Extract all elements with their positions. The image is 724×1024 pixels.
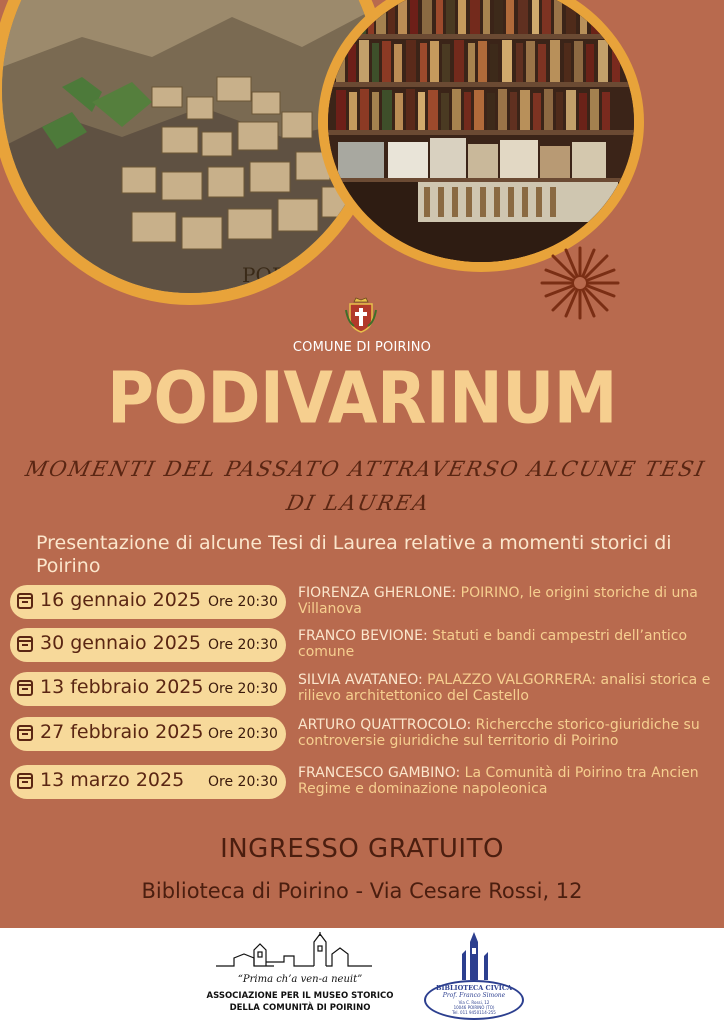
- event-date: 30 gennaio 2025: [40, 632, 201, 654]
- event-description: [298, 717, 718, 749]
- biblioteca-dedication: Prof. Franco Simone: [442, 992, 506, 999]
- calendar-icon: [17, 593, 33, 609]
- biblioteca-civica-logo: [422, 928, 528, 1024]
- event-time: Ore 20:30: [208, 774, 278, 790]
- map-inscription: PODIVAR: [242, 263, 339, 287]
- event-date: 13 marzo 2025: [40, 769, 185, 791]
- event-speaker: FRANCESCO GAMBINO:: [298, 765, 461, 781]
- event-date: 16 gennaio 2025: [40, 589, 201, 611]
- event-subtitle: MOMENTI DEL PASSATO ATTRAVERSO ALCUNE TESI DI LAUREA: [23, 457, 708, 515]
- calendar-icon: [17, 773, 33, 789]
- event-description: [298, 585, 718, 617]
- date-pill: [10, 672, 286, 706]
- tower-icon: [422, 928, 528, 984]
- event-time: Ore 20:30: [208, 726, 278, 742]
- museum-association-logo: [214, 932, 374, 972]
- association-name: [200, 990, 400, 1014]
- free-entry-label: INGRESSO GRATUITO: [220, 834, 504, 864]
- comune-label: COMUNE DI POIRINO: [292, 340, 432, 355]
- event-topic: PALAZZO VALGORRERA: analisi storica e rilievo architettonico del Castello: [298, 672, 711, 704]
- date-pill: [10, 628, 286, 662]
- event-description: [298, 672, 718, 704]
- event-title: PODIVARINUM: [107, 357, 617, 441]
- venue-address: Biblioteca di Poirino - Via Cesare Rossi, 12: [141, 879, 583, 903]
- biblioteca-address: [424, 1000, 524, 1015]
- event-speaker: FIORENZA GHERLONE:: [298, 585, 457, 601]
- library-books-image: [318, 0, 644, 272]
- biblioteca-name: BIBLIOTECA CIVICA: [435, 984, 513, 992]
- date-pill: [10, 717, 286, 751]
- event-row: [10, 765, 724, 805]
- event-topic: POIRINO, le origini storiche di una Villanova: [298, 585, 698, 617]
- event-time: Ore 20:30: [208, 594, 278, 610]
- intro-text: Presentazione di alcune Tesi di Laurea relative a momenti storici di Poirino: [36, 532, 672, 577]
- event-topic: Statuti e bandi campestri dell’antico comune: [298, 628, 688, 660]
- calendar-icon: [17, 680, 33, 696]
- header-artwork: [0, 0, 724, 330]
- event-row: [10, 585, 724, 625]
- event-date: 13 febbraio 2025: [40, 676, 204, 698]
- event-row: [10, 672, 724, 712]
- association-name-line1: ASSOCIAZIONE PER IL MUSEO STORICO: [206, 991, 394, 1001]
- biblioteca-address-line3: Tel. 011 9450114-255: [452, 1010, 496, 1015]
- date-pill: [10, 585, 286, 619]
- association-motto: “Prima ch’a ven-a neuit”: [237, 974, 363, 985]
- event-date: 27 febbraio 2025: [40, 721, 204, 743]
- event-topic: La Comunità di Poirino tra Ancien Regime e dominazione napoleonica: [298, 765, 699, 797]
- date-pill: [10, 765, 286, 799]
- association-name-line2: DELLA COMUNITÀ DI POIRINO: [229, 1003, 371, 1013]
- event-description: [298, 765, 718, 797]
- event-topic: Richercche storico-giuridiche su controversie giuridiche sul territorio di Poirino: [298, 717, 700, 749]
- event-speaker: FRANCO BEVIONE:: [298, 628, 428, 644]
- event-time: Ore 20:30: [208, 681, 278, 697]
- event-row: [10, 717, 724, 757]
- starburst-decoration: [538, 246, 622, 320]
- event-speaker: ARTURO QUATTROCOLO:: [298, 717, 472, 733]
- event-description: [298, 628, 718, 660]
- biblioteca-address-line2: 10046 POIRINO (TO): [453, 1005, 495, 1010]
- comune-crest-icon: [344, 296, 378, 334]
- event-speaker: SILVIA AVATANEO:: [298, 672, 423, 688]
- calendar-icon: [17, 636, 33, 652]
- calendar-icon: [17, 725, 33, 741]
- footer: [0, 928, 724, 1024]
- event-row: [10, 628, 724, 668]
- biblioteca-address-line1: Via C. Rossi, 12: [458, 1000, 490, 1005]
- event-time: Ore 20:30: [208, 637, 278, 653]
